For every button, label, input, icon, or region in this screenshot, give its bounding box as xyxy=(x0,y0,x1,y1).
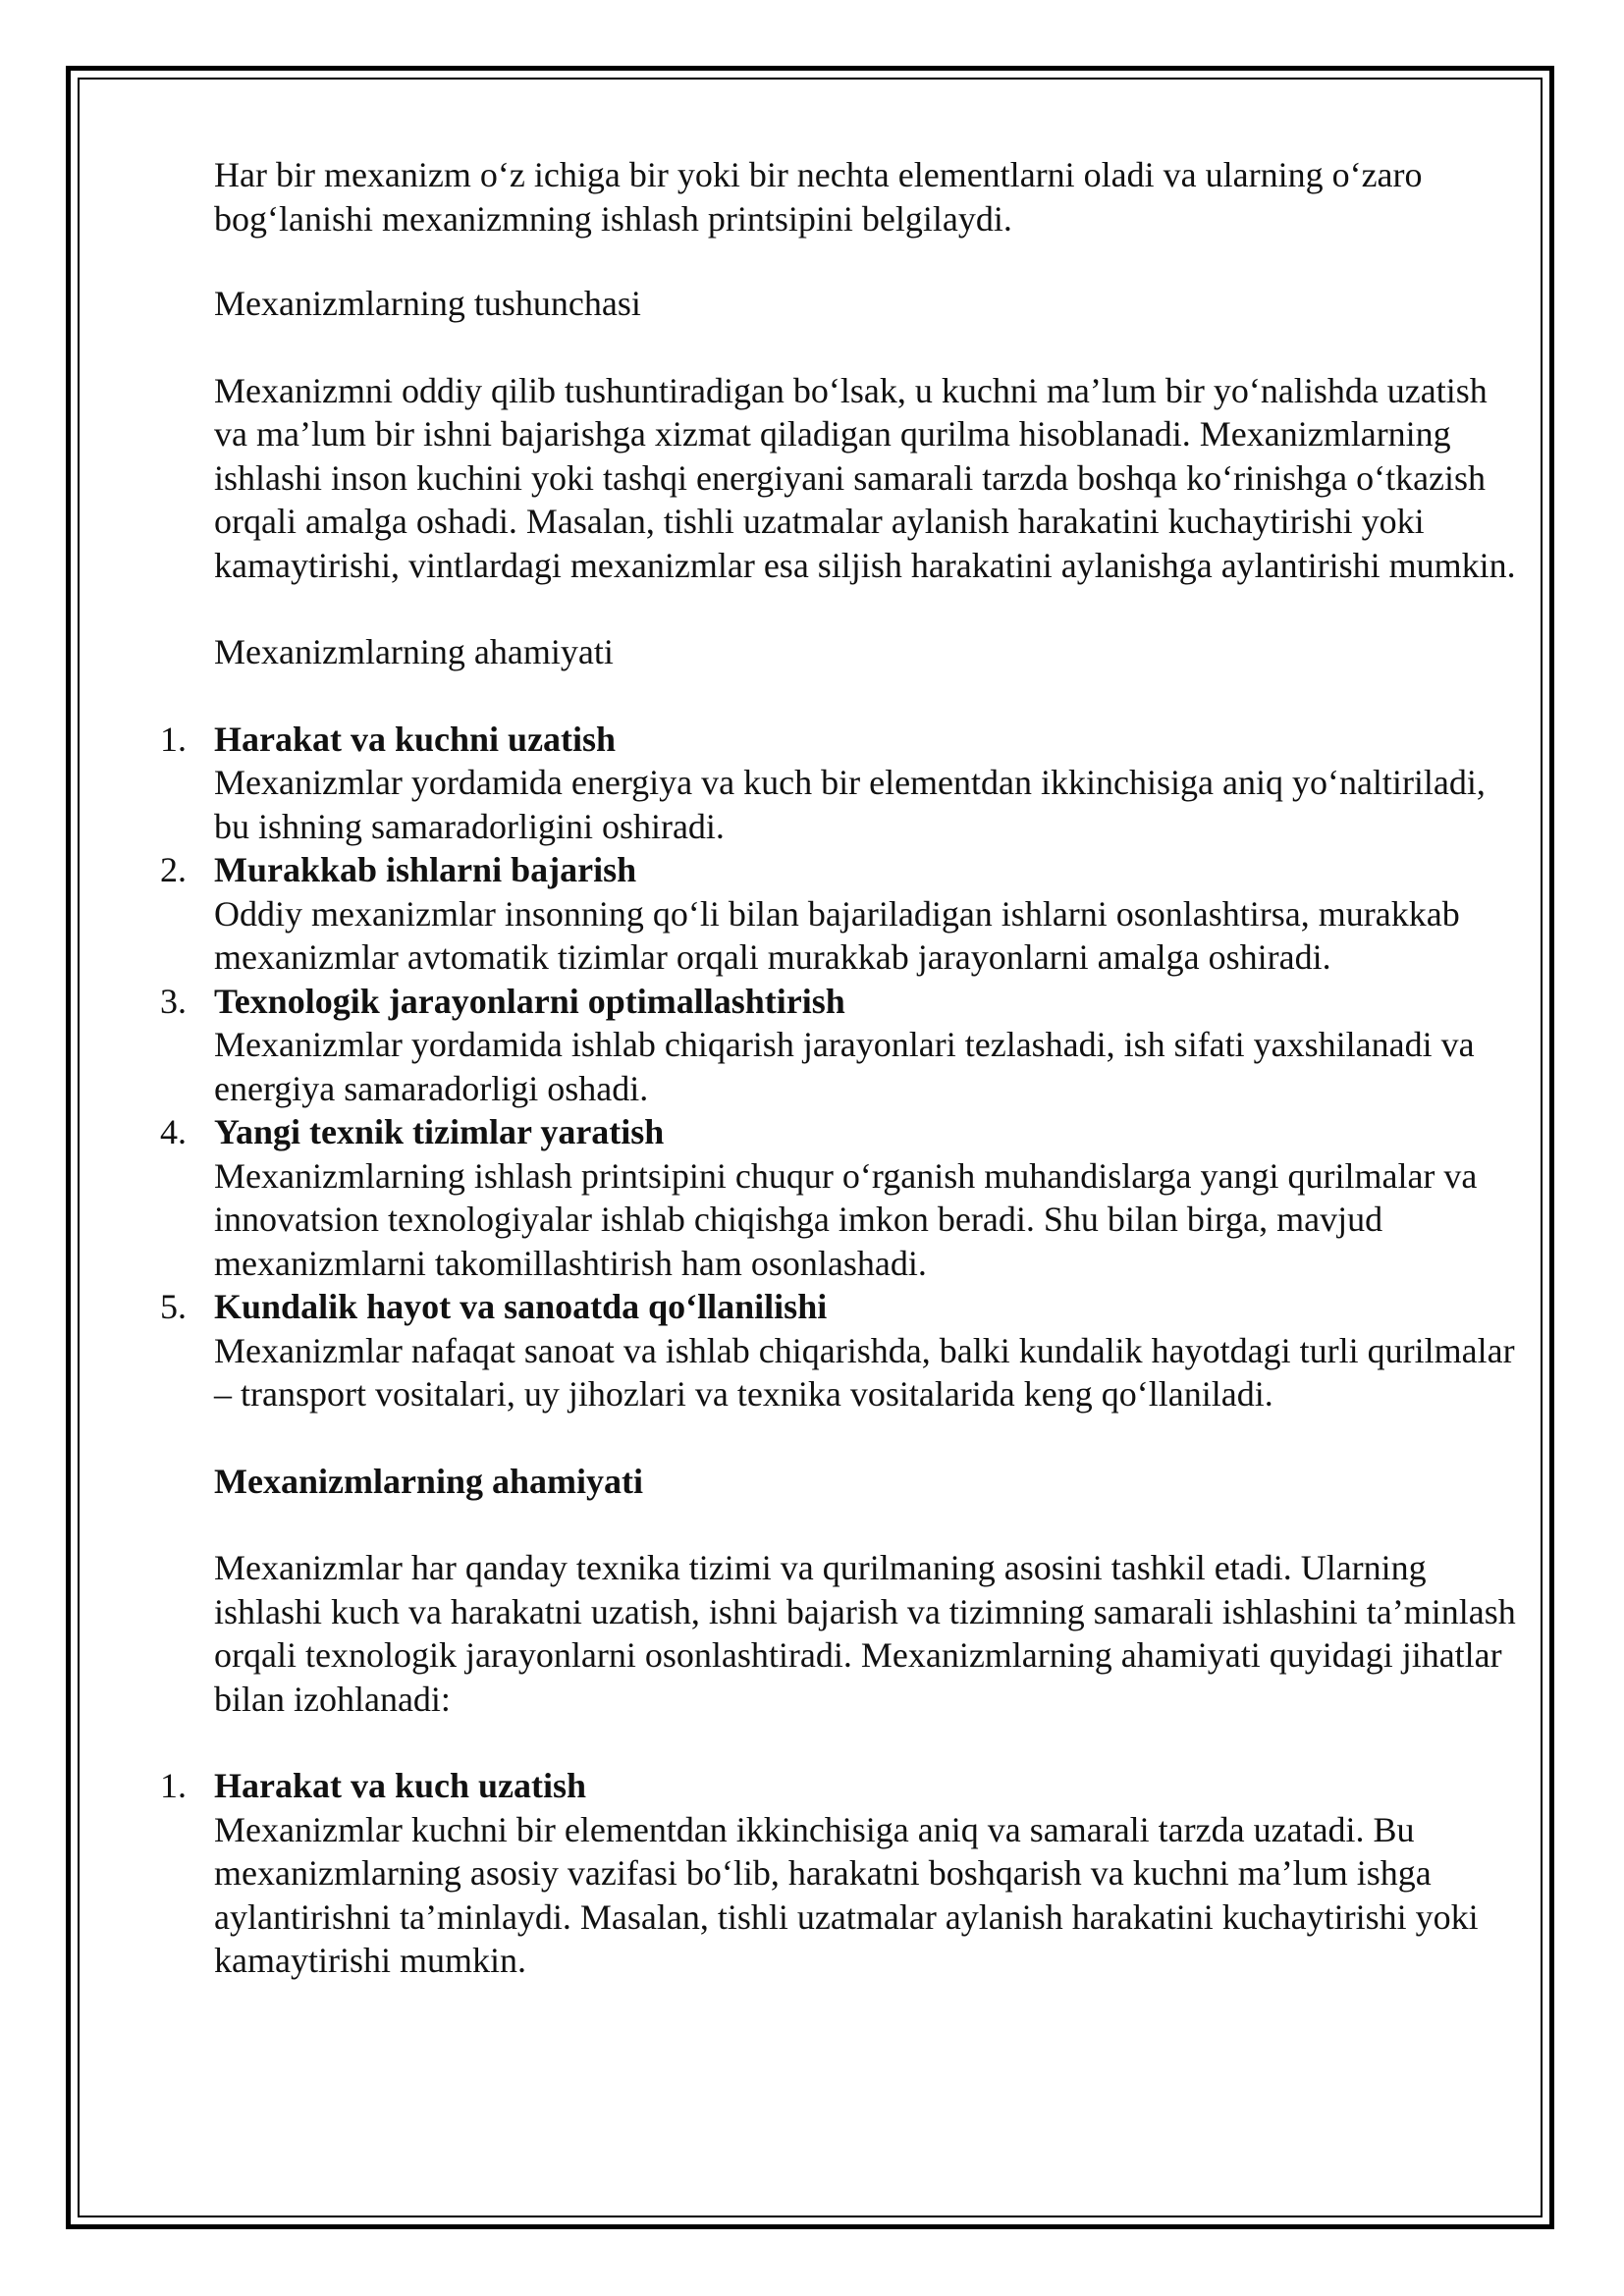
list-number: 1. xyxy=(160,719,187,759)
list-item-title: Texnologik jarayonlarni optimallashtirish xyxy=(214,981,845,1021)
section-two-paragraph: Mexanizmlar har qanday texnika tizimi va qurilmaning asosini tashkil etadi. Ularning ishlashi kuch va harakatni uzatish, ishni bajarish va tizimning samarali ishlashini ta’minlash orqali texnologik jarayonlarni osonlashtiradi. Mexanizmlarning ahamiyati quyidagi jihatlar bilan izohlanadi: xyxy=(214,1548,1516,1719)
list-item-description: Mexanizmlar yordamida energiya va kuch bir elementdan ikkinchisiga aniq yo‘naltiriladi, bu ishning samaradorligini oshiradi. xyxy=(214,763,1486,846)
list-number: 5. xyxy=(160,1287,187,1326)
importance-list xyxy=(160,718,1520,1416)
section-two-heading: Mexanizmlarning ahamiyati xyxy=(214,1461,643,1501)
importance-heading: Mexanizmlarning ahamiyati xyxy=(214,632,614,671)
list-item-title: Harakat va kuch uzatish xyxy=(214,1766,587,1805)
concept-paragraph: Mexanizmni oddiy qilib tushuntiradigan bo‘lsak, u kuchni ma’lum bir yo‘nalishda uzatish va ma’lum bir ishni bajarishga xizmat qiladigan qurilma hisoblanadi. Mexanizmlarning ishlashi inson kuchini yoki tashqi energiyani samarali tarzda boshqa ko‘rinishga o‘tkazish orqali amalga oshadi. Masalan, tishli uzatmalar aylanish harakatini kuchaytirishi yoki kamaytirishi, vintlardagi mexanizmlar esa siljish harakatini aylanishga aylantirishi mumkin. xyxy=(214,370,1516,585)
document-body xyxy=(160,153,1520,1983)
list-number: 2. xyxy=(160,850,187,889)
list-number: 4. xyxy=(160,1112,187,1151)
list-item-description: Mexanizmlar kuchni bir elementdan ikkinchisiga aniq va samarali tarzda uzatadi. Bu mexanizmlarning asosiy vazifasi bo‘lib, harakatni boshqarish va kuchni ma’lum ishga aylantirishni ta’minlaydi. Masalan, tishli uzatmalar aylanish harakatini kuchaytirishi yoki kamaytirishi mumkin. xyxy=(214,1809,1479,1980)
list-number: 1. xyxy=(160,1766,187,1805)
list-number: 3. xyxy=(160,981,187,1021)
list-item xyxy=(160,1110,1520,1285)
intro-paragraph: Har bir mexanizm o‘z ichiga bir yoki bir nechta elementlarni oladi va ularning o‘zaro bog‘lanishi mexanizmning ishlash printsipini belgilaydi. xyxy=(214,155,1423,239)
list-item xyxy=(160,718,1520,849)
list-item-description: Mexanizmlar nafaqat sanoat va ishlab chiqarishda, balki kundalik hayotdagi turli qurilmalar – transport vositalari, uy jihozlari va texnika vositalarida keng qo‘llaniladi. xyxy=(214,1330,1515,1414)
list-item xyxy=(160,980,1520,1111)
section-two-list xyxy=(160,1764,1520,1983)
list-item xyxy=(160,1285,1520,1416)
list-item xyxy=(160,848,1520,980)
list-item-title: Harakat va kuchni uzatish xyxy=(214,719,617,759)
list-item-description: Mexanizmlarning ishlash printsipini chuqur o‘rganish muhandislarga yangi qurilmalar va innovatsion texnologiyalar ishlab chiqishga imkon beradi. Shu bilan birga, mavjud mexanizmlarni takomillashtirish ham osonlashadi. xyxy=(214,1155,1478,1283)
concept-heading: Mexanizmlarning tushunchasi xyxy=(214,284,641,323)
list-item-title: Murakkab ishlarni bajarish xyxy=(214,850,637,889)
list-item xyxy=(160,1764,1520,1983)
list-item-description: Oddiy mexanizmlar insonning qo‘li bilan bajariladigan ishlarni osonlashtirsa, murakkab mexanizmlar avtomatik tizimlar orqali murakkab jarayonlarni amalga oshiradi. xyxy=(214,893,1460,977)
list-item-title: Kundalik hayot va sanoatda qo‘llanilishi xyxy=(214,1287,828,1326)
list-item-description: Mexanizmlar yordamida ishlab chiqarish jarayonlari tezlashadi, ish sifati yaxshilanadi va energiya samaradorligi oshadi. xyxy=(214,1025,1475,1108)
list-item-title: Yangi texnik tizimlar yaratish xyxy=(214,1112,665,1151)
